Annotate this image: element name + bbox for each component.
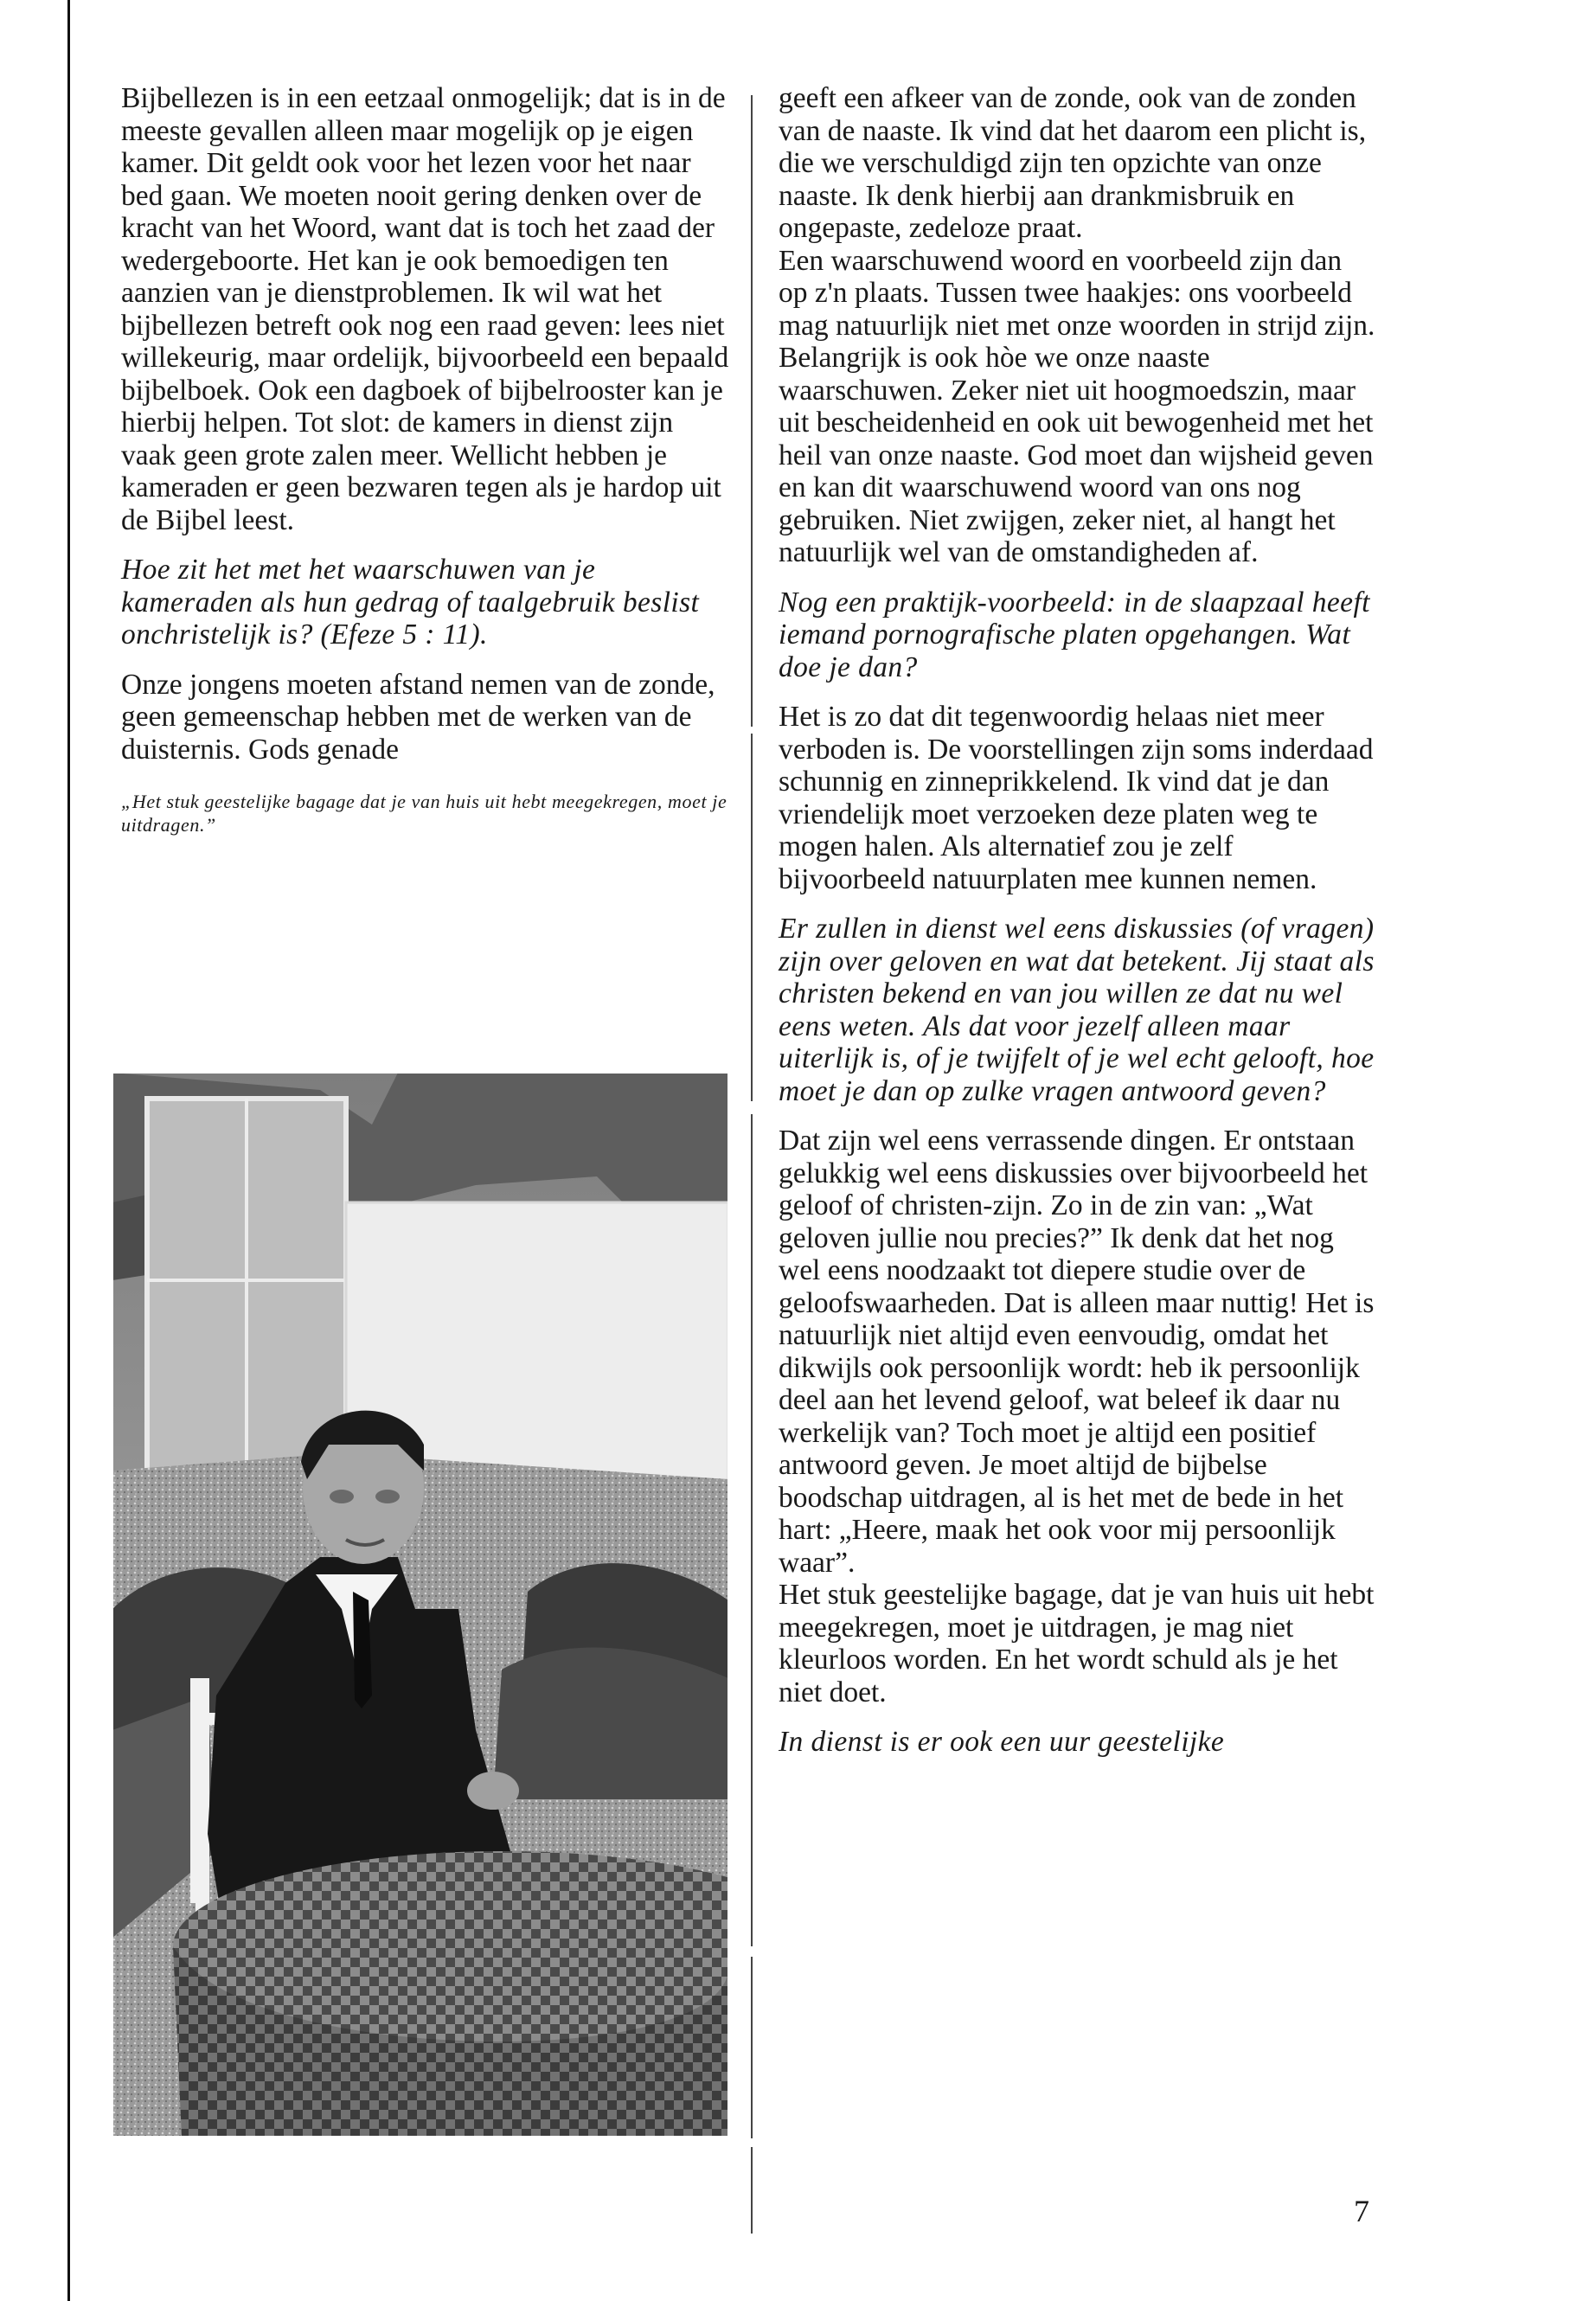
body-paragraph: geeft een afkeer van de zonde, ook van de zonden van de naaste. Ik vind dat het daarom een plicht is, die we verschuldigd zijn ten opzichte van onze naaste. Ik denk hierbij aan drankmisbruik en ongepaste, zedeloze praat. [779, 82, 1367, 244]
column-divider-2 [751, 734, 753, 1101]
body-paragraph: Dat zijn wel eens verrassende dingen. Er ontstaan gelukkig wel eens diskussies over bijvoorbeeld het geloof of christen-zijn. Zo in de zin van: „Wat geloven jullie nou precies?” Ik denk dat het nog wel eens noodzaakt tot diepere studie over de geloofswaarheden. Dat is alleen maar nuttig! Het is natuurlijk niet altijd even eenvoudig, omdat het dikwijls ook persoonlijk wordt: heb ik persoonlijk deel aan het levend geloof, wat beleef ik daar nu werkelijk van? Toch moet je altijd een positief antwoord geven. Je moet altijd de bijbelse boodschap uitdragen, al is het met de bede in het hart: „Heere, maak het ook voor mij persoonlijk waar”. [779, 1125, 1375, 1579]
column-divider-5 [751, 2147, 753, 2234]
right-column [779, 82, 1375, 1759]
interview-question: Hoe zit het met het waarschuwen van je kameraden als hun gedrag of taalgebruik beslist onchristelijk is? (Efeze 5 : 11). [121, 554, 700, 651]
body-paragraph: Het stuk geestelijke bagage, dat je van huis uit hebt meegekregen, moet je uitdragen, je mag niet kleurloos worden. En het wordt schuld als je het niet doet. [779, 1579, 1375, 1708]
page-number: 7 [1354, 2194, 1369, 2228]
body-paragraph: Onze jongens moeten afstand nemen van de zonde, geen gemeenschap hebben met de werken van de duisternis. Gods genade [121, 668, 715, 766]
interview-question: Er zullen in dienst wel eens diskussies (of vragen) zijn over geloven en wat dat betekent. Jij staat als christen bekend en van jou willen ze dat nu wel eens weten. Als dat voor jezelf alleen maar uiterlijk is, of je twijfelt of je wel echt gelooft, hoe moet je dan op zulke vragen antwoord geven? [779, 913, 1375, 1107]
left-column [121, 82, 731, 836]
pull-quote: „Het stuk geestelijke bagage dat je van huis uit hebt meegekregen, moet je uitdragen.” [121, 791, 727, 836]
portrait-photo-icon [112, 1073, 728, 2137]
interview-question: In dienst is er ook een uur geestelijke [779, 1726, 1225, 1758]
interview-question: Nog een praktijk-voorbeeld: in de slaapzaal heeft iemand pornografische platen opgehangen. Wat doe je dan? [779, 586, 1370, 683]
body-paragraph: Het is zo dat dit tegenwoordig helaas niet meer verboden is. De voorstellingen zijn soms inderdaad schunnig en zinneprikkelend. Ik vind dat je dan vriendelijk moet verzoeken deze platen weg te mogen halen. Als alternatief zou je zelf bijvoorbeeld natuurplaten mee kunnen nemen. [779, 701, 1374, 895]
body-paragraph: Een waarschuwend woord en voorbeeld zijn dan op z'n plaats. Tussen twee haakjes: ons voorbeeld mag natuurlijk niet met onze woorden in strijd zijn. Belangrijk is ook hòe we onze naaste waarschuwen. Zeker niet uit hoogmoedszin, maar uit bescheidenheid en ook uit bewogenheid met het heil van onze naaste. God moet dan wijsheid geven en kan dit waarschuwend woord van ons nog gebruiken. Niet zwijgen, zeker niet, al hangt het natuurlijk wel van de omstandigheden af. [779, 244, 1375, 568]
interview-photo [112, 1073, 728, 2137]
body-paragraph: Bijbellezen is in een eetzaal onmogelijk; dat is in de meeste gevallen alleen maar mogelijk op je eigen kamer. Dit geldt ook voor het lezen voor het naar bed gaan. We moeten nooit gering denken over de kracht van het Woord, want dat is toch het zaad der wedergeboorte. Het kan je ook bemoedigen ten aanzien van je dienstproblemen. Ik wil wat het bijbellezen betreft ook nog een raad geven: lees niet willekeurig, maar ordelijk, bijvoorbeeld een bepaald bijbelboek. Ook een dagboek of bijbelrooster kan je hierbij helpen. Tot slot: de kamers in dienst zijn vaak geen grote zalen meer. Wellicht hebben je kameraden er geen bezwaren tegen als je hardop uit de Bijbel leest. [121, 82, 729, 536]
column-divider-1 [751, 95, 753, 727]
column-divider-4 [751, 1957, 753, 2138]
page-edge-rule [67, 0, 70, 2301]
column-divider-3 [751, 1114, 753, 1946]
